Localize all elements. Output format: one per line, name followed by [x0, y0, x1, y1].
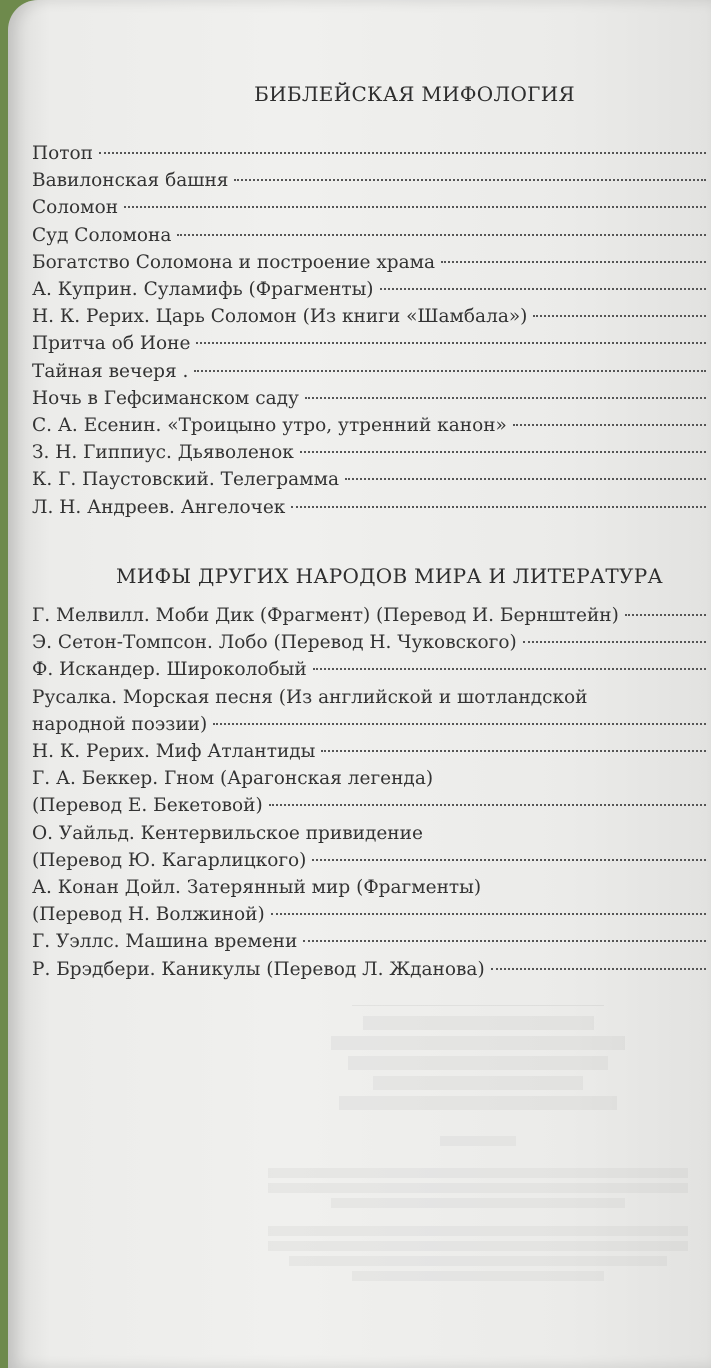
dot-leader	[124, 206, 706, 208]
toc-entry	[32, 602, 711, 629]
dot-leader	[513, 424, 706, 426]
toc-entry-text: Н. К. Рерих. Миф Атлантиды	[32, 741, 316, 763]
dot-leader	[441, 261, 706, 263]
dot-leader	[380, 288, 706, 290]
toc-entry-text: Соломон	[32, 197, 119, 219]
toc-entry-text: Г. Уэллс. Машина времени	[32, 931, 298, 953]
dot-leader	[523, 641, 706, 643]
toc-entry	[32, 276, 711, 303]
toc-entry	[32, 928, 711, 955]
toc-entry-text: Н. К. Рерих. Царь Соломон (Из книги «Шамбала»)	[32, 306, 528, 328]
toc-entry-text: Э. Сетон-Томпсон. Лобо (Перевод Н. Чуковского)	[32, 632, 517, 654]
toc-entry	[32, 330, 711, 357]
toc-entry	[32, 385, 711, 412]
toc-entry	[32, 358, 711, 385]
dot-leader	[345, 478, 706, 480]
toc-entry-text: Потоп	[32, 143, 93, 164]
toc-entry-multiline	[32, 765, 711, 819]
toc-entry	[32, 194, 711, 221]
toc-entry-text: З. Н. Гиппиус. Дьяволенок	[32, 442, 294, 464]
dot-leader	[196, 342, 706, 344]
toc-entry-text-line1: Г. А. Беккер. Гном (Арагонская легенда)	[32, 768, 434, 790]
dot-leader	[269, 804, 706, 806]
toc-entry-multiline	[32, 820, 711, 874]
toc-entry-multiline	[32, 874, 711, 928]
dot-leader	[313, 668, 706, 670]
dot-leader	[312, 859, 706, 861]
toc-entry-text: (Перевод Е. Бекетовой)	[32, 795, 263, 817]
bleed-through-text	[268, 985, 688, 1286]
toc-entry-text: Р. Брэдбери. Каникулы (Перевод Л. Жданова)	[32, 958, 485, 980]
toc-entry	[32, 303, 711, 330]
dot-leader	[291, 506, 706, 508]
toc-entry	[32, 222, 711, 249]
toc-entry-multiline	[32, 684, 711, 738]
dot-leader	[491, 968, 706, 970]
toc-entry-text: Тайная вечеря .	[32, 360, 189, 382]
book-page	[8, 0, 711, 1368]
dot-leader	[300, 451, 706, 453]
toc-entry	[32, 249, 711, 276]
toc-entry	[32, 738, 711, 765]
toc-entry-text-line1: О. Уайльд. Кентервильское привидение	[32, 822, 423, 844]
toc-entry-text: Ночь в Гефсиманском саду	[32, 387, 299, 409]
dot-leader	[213, 723, 706, 725]
dot-leader	[321, 750, 706, 752]
dot-leader	[625, 614, 706, 616]
toc-entry-text: Г. Мелвилл. Моби Дик (Фрагмент) (Перевод И. Бернштейн)	[32, 605, 619, 626]
toc-entry	[32, 956, 711, 983]
dot-leader	[303, 940, 706, 942]
toc-entry	[32, 629, 711, 656]
toc-entry-text-line1: А. Конан Дойл. Затерянный мир (Фрагменты)	[32, 877, 482, 899]
dot-leader	[533, 315, 706, 317]
toc-entry-text: А. Куприн. Суламифь (Фрагменты)	[32, 279, 374, 301]
toc-entry-text: Суд Соломона	[32, 224, 172, 246]
section-title-world-myths: МИФЫ ДРУГИХ НАРОДОВ МИРА И ЛИТЕРАТУРА	[115, 564, 663, 588]
toc-entry	[32, 466, 711, 493]
toc-entry-text: Ф. Искандер. Широколобый	[32, 659, 307, 681]
toc-entry-text: Притча об Ионе	[32, 333, 191, 355]
toc-entry-text-line1: Русалка. Морская песня (Из английской и шотландской	[32, 686, 588, 708]
toc-entry	[32, 167, 711, 194]
toc-entry-text: (Перевод Н. Волжиной)	[32, 904, 265, 926]
dot-leader	[305, 397, 706, 399]
toc-list-biblical	[32, 140, 711, 521]
toc-entry-text: народной поэзии)	[32, 713, 208, 735]
toc-entry-text: С. А. Есенин. «Троицыно утро, утренний канон»	[32, 415, 507, 437]
dot-leader	[234, 179, 706, 181]
dot-leader	[99, 152, 706, 154]
toc-entry	[32, 412, 711, 439]
section-title-biblical: БИБЛЕЙСКАЯ МИФОЛОГИЯ	[254, 82, 575, 106]
toc-entry-text: Вавилонская башня	[32, 170, 229, 192]
toc-entry	[32, 140, 711, 167]
dot-leader	[194, 370, 706, 372]
toc-entry-text: Богатство Соломона и построение храма	[32, 251, 436, 273]
toc-list-world-myths	[32, 602, 711, 983]
toc-entry-text: К. Г. Паустовский. Телеграмма	[32, 469, 339, 491]
toc-entry	[32, 439, 711, 466]
toc-entry	[32, 494, 711, 521]
toc-entry-text: (Перевод Ю. Кагарлицкого)	[32, 849, 307, 871]
toc-entry	[32, 656, 711, 683]
dot-leader	[177, 234, 706, 236]
dot-leader	[271, 913, 706, 915]
toc-entry-text: Л. Н. Андреев. Ангелочек	[32, 496, 286, 518]
